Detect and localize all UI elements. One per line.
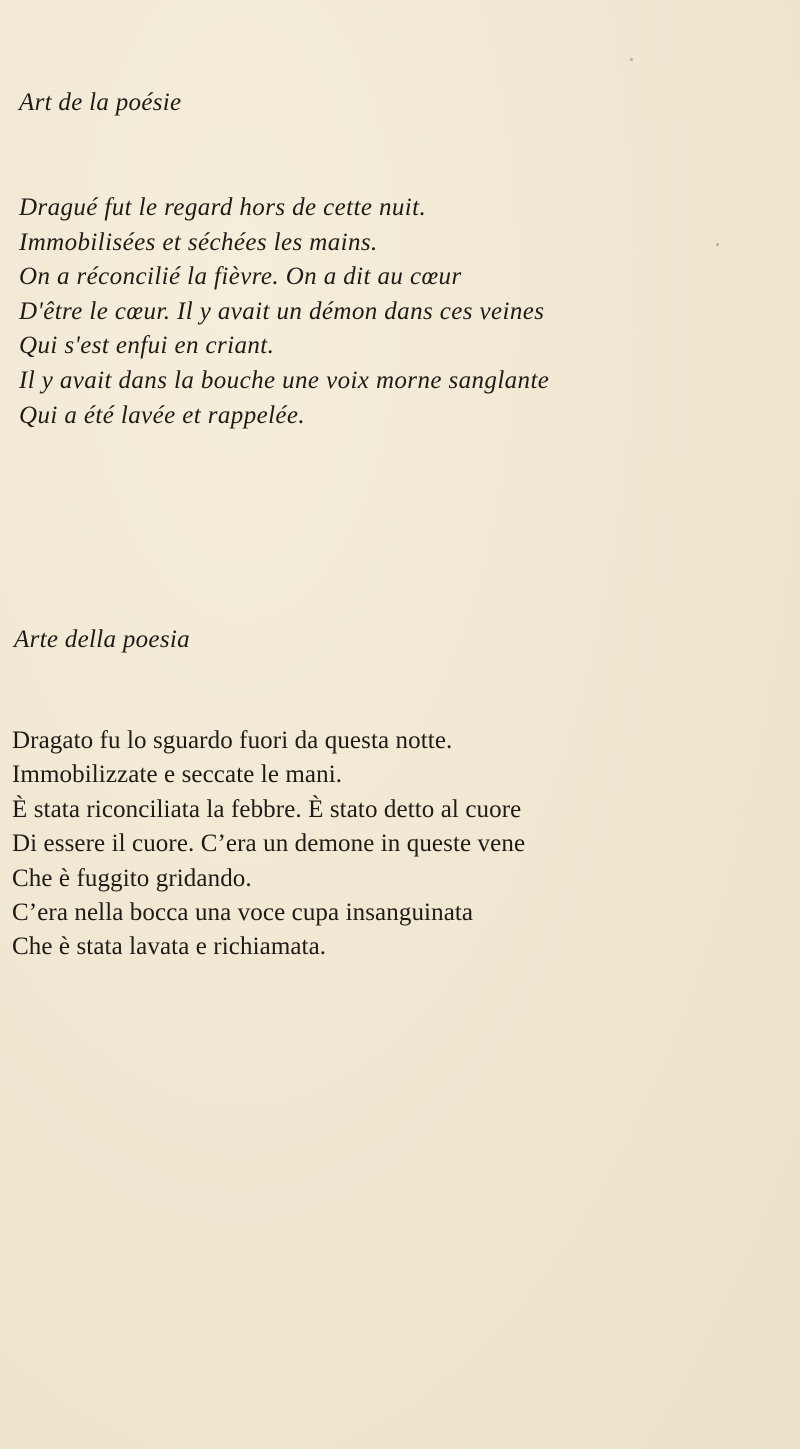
french-poem-title: Art de la poésie: [19, 89, 182, 116]
poem-line: Di essere il cuore. C’era un demone in queste vene: [12, 830, 526, 858]
poem-line: Che è fuggito gridando.: [12, 864, 252, 892]
paper-speck: [630, 58, 633, 61]
poem-line: Che è stata lavata e richiamata.: [12, 933, 327, 961]
paper-speck: [716, 243, 719, 246]
poem-line: Qui s'est enfui en criant.: [19, 332, 275, 360]
poem-line: D'être le cœur. Il y avait un démon dans ces veines: [19, 297, 545, 325]
poem-line: È stata riconciliata la febbre. È stato detto al cuore: [12, 795, 522, 823]
italian-poem-title: Arte della poesia: [14, 626, 190, 653]
poem-line: Dragué fut le regard hors de cette nuit.: [19, 194, 427, 221]
poem-line: Immobilisées et séchées les mains.: [19, 228, 378, 256]
poem-line: Il y avait dans la bouche une voix morne sanglante: [19, 366, 550, 394]
italian-poem-stanza: [12, 724, 525, 965]
poem-line: C’era nella bocca una voce cupa insanguinata: [12, 899, 474, 927]
poem-line: On a réconcilié la fièvre. On a dit au cœur: [19, 263, 462, 291]
poem-line: Qui a été lavée et rappelée.: [19, 401, 306, 429]
french-poem-stanza: [19, 191, 549, 433]
poem-line: Immobilizzate e seccate le mani.: [12, 761, 343, 789]
poem-line: Dragato fu lo sguardo fuori da questa notte.: [12, 727, 453, 754]
